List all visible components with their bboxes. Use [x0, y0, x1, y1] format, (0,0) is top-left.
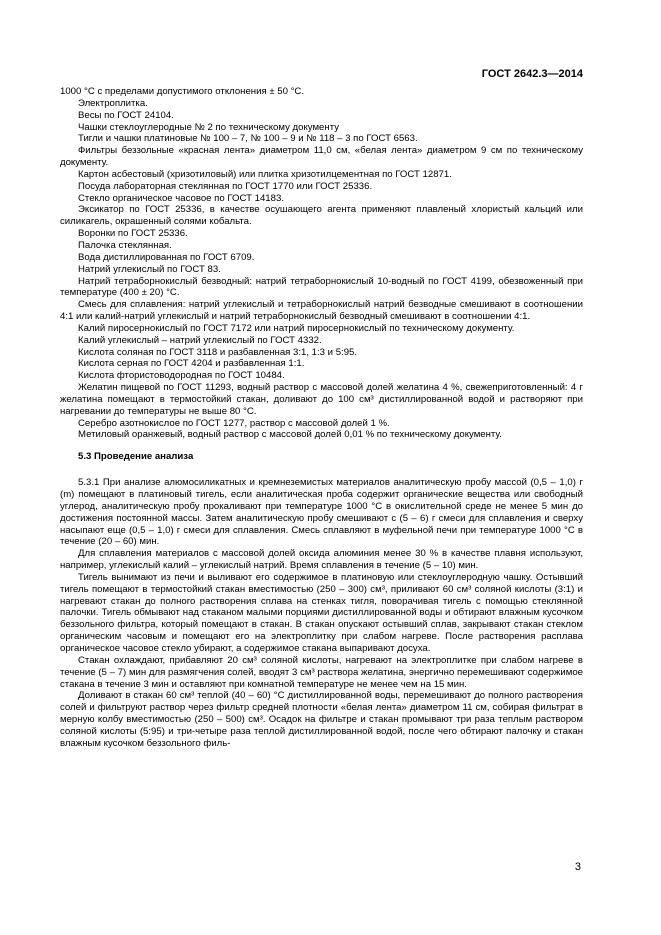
paragraph: Доливают в стакан 60 см³ теплой (40 – 60) °С дистиллированной воды, перемешивают до полного растворения солей и фильтруют раствор через фильтр средней плотности «белая лента» диаметром 11 см, собирая фильтрат в мерную колбу вместимостью (250 – 500) см³. Осадок на фильтре и стакан промывают три раза теплым раствором соляной кислоты (5:95) и три-четыре раза теплой дистиллированной водой, после чего обтирают палочку и стакан влажным кусочком беззольного филь- [60, 690, 583, 749]
paragraph: Картон асбестовый (хризотиловый) или плитка хризотилцементная по ГОСТ 12871. [78, 168, 452, 180]
paragraph: Стакан охлаждают, прибавляют 20 см³ соляной кислоты, нагревают на электроплитке при слабом нагреве в течение (5 – 7) мин для размягчения солей, вводят 3 см³ раствора желатина, энергично перемешивают содержимое стакана в течение 3 мин и оставляют при комнатной температуре не менее чем на 15 мин. [60, 654, 583, 690]
paragraph: Кислота соляная по ГОСТ 3118 и разбавленная 3:1, 1:3 и 5:95. [78, 346, 358, 358]
paragraph: Эксикатор по ГОСТ 25336, в качестве осушающего агента применяют плавленый хлористый кальций или силикагель, окрашенный солями кобальта. [60, 204, 583, 228]
paragraph: Весы по ГОСТ 24104. [78, 109, 174, 121]
paragraph: Калий углекислый – натрий углекислый по ГОСТ 4332. [78, 334, 322, 346]
document-header: ГОСТ 2642.3—2014 [481, 68, 583, 80]
paragraph: 1000 °С с пределами допустимого отклонения ± 50 °С. [60, 86, 305, 97]
section-heading: 5.3 Проведение анализа [78, 451, 194, 463]
paragraph: 5.3.1 При анализе алюмосиликатных и кремнеземистых материалов аналитическую пробу массой (0,5 – 1,0) г (m) помещают в платиновый тигель, если аналитическая проба содержит органические вещества или свободный углерод, аналитическую пробу прокаливают при температуре 1000 °С в окислительной среде не менее 5 мин до достижения постоянной массы. Затем аналитическую пробу смешивают с (5 – 6) г смеси для сплавления и сверху насыпают еще (0,5 – 1,0) г смеси для сплавления. Смесь сплавляют в муфельной печи при температуре 1000 °С в течение (20 – 60) мин. [60, 477, 583, 548]
paragraph: Желатин пищевой по ГОСТ 11293, водный раствор с массовой долей желатина 4 %, свежеприготовленный: 4 г желатина помещают в термостойкий стакан, доливают до 100 см³ дистиллированной водой и растворяют при нагревании до температуры не выше 80 °С. [60, 382, 583, 417]
paragraph: Смесь для сплавления: натрий углекислый и тетраборнокислый натрий безводные смешивают в соотношении 4:1 или калий-натрий углекислый и натрий тетраборнокислый безводный смешивают в соотношении 4:1. [60, 299, 583, 323]
paragraph: Калий пиросернокислый по ГОСТ 7172 или натрий пиросернокислый по техническому документу. [78, 322, 515, 334]
paragraph: Тигли и чашки платиновые № 100 – 7, № 100 – 9 и № 118 – 3 по ГОСТ 6563. [78, 133, 418, 145]
page-number: 3 [574, 861, 581, 873]
document-body [60, 86, 583, 750]
paragraph: Посуда лабораторная стеклянная по ГОСТ 1770 или ГОСТ 25336. [78, 180, 373, 192]
paragraph: Тигель вынимают из печи и выливают его содержимое в платиновую или стеклоуглеродную чашку. Остывший тигель помещают в термостойкий стакан вместимостью (250 – 300) см³, приливают 60 см³ соляной кислоты (3:1) и нагревают стакан до полного растворения сплава на стенках тигля, поворачивая тигель с помощью стеклянной палочки. Тигель обмывают над стаканом малыми порциями дистиллированной воды и обтирают влажным кусочком беззольного фильтра, который помещают в стакан. В стакан опускают остывший сплав, закрывают стакан стеклом органическим часовым и помещают его на электроплитку при слабом нагреве. После растворения расплава органическое часовое стекло убирают, а содержимое стакана выпаривают досуха. [60, 571, 583, 654]
paragraph: Стекло органическое часовое по ГОСТ 14183. [78, 192, 284, 204]
paragraph: Натрий тетраборнокислый безводный: натрий тетраборнокислый 10-водный по ГОСТ 4199, обезвоженный при температуре (400 ± 20) °С. [60, 275, 583, 299]
paragraph: Для сплавления материалов с массовой долей оксида алюминия менее 30 % в качестве плавня используют, например, углекислый калий – углекислый натрий. Время сплавления в течение (5 – 10) мин. [60, 548, 583, 572]
paragraph: Фильтры беззольные «красная лента» диаметром 11,0 см, «белая лента» диаметром 9 см по техническому документу. [60, 145, 583, 169]
paragraph: Кислота фтористоводородная по ГОСТ 10484. [78, 370, 285, 382]
paragraph: Палочка стеклянная. [78, 239, 172, 251]
paragraph: Чашки стеклоуглеродные № 2 по техническому документу [78, 121, 339, 133]
paragraph: Кислота серная по ГОСТ 4204 и разбавленная 1:1. [78, 358, 305, 370]
paragraph: Электроплитка. [78, 97, 148, 109]
paragraph: Метиловый оранжевый, водный раствор с массовой долей 0,01 % по техническому документу. [78, 429, 502, 441]
paragraph: Вода дистиллированная по ГОСТ 6709. [78, 251, 255, 263]
paragraph: Натрий углекислый по ГОСТ 83. [78, 263, 221, 275]
paragraph: Воронки по ГОСТ 25336. [78, 228, 188, 240]
paragraph: Серебро азотнокислое по ГОСТ 1277, раствор с массовой долей 1 %. [78, 417, 390, 429]
